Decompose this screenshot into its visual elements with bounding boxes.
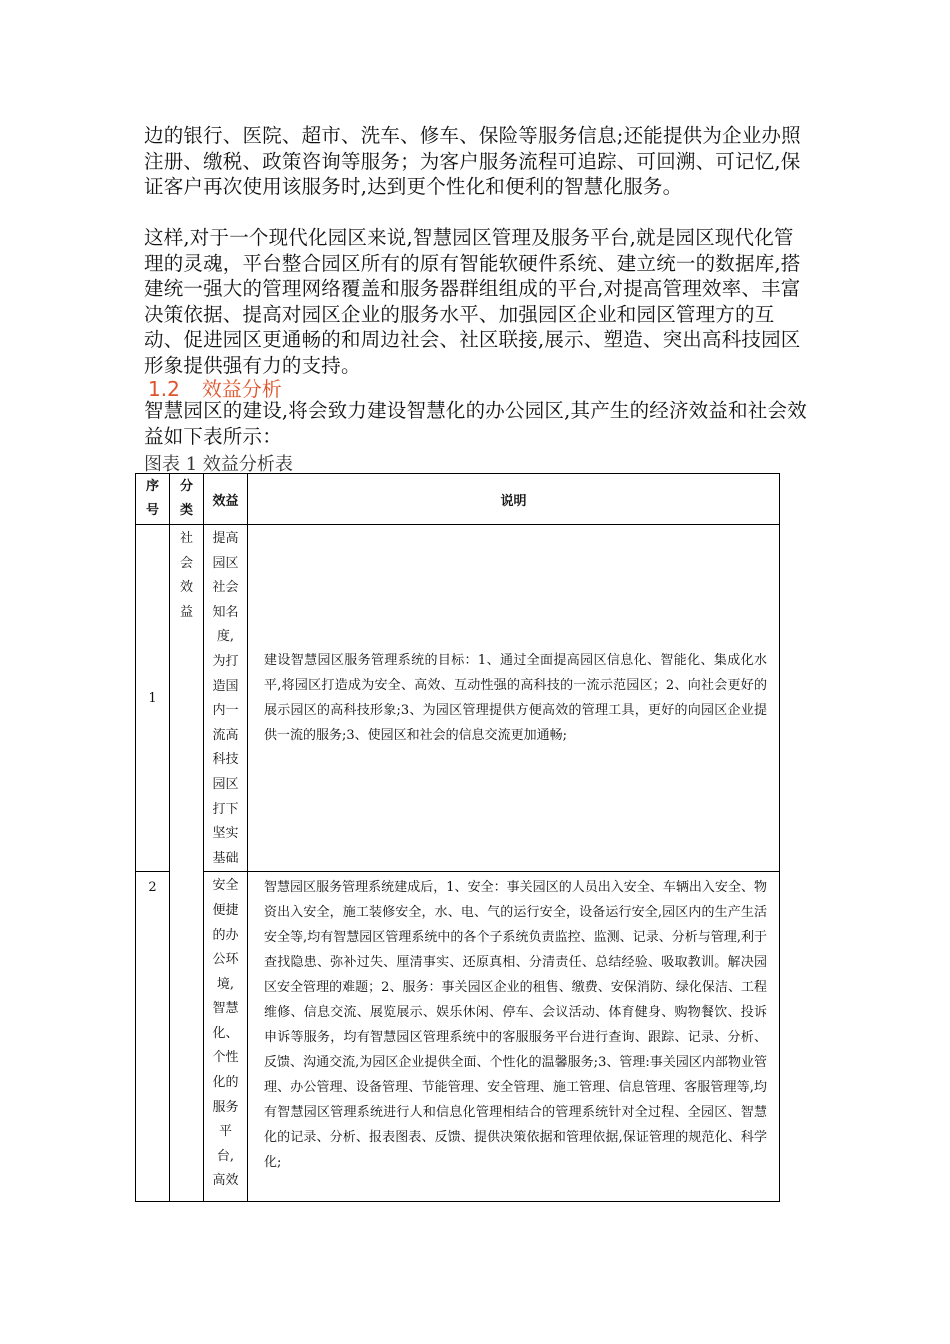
- row-description: 建设智慧园区服务管理系统的目标：1、通过全面提高园区信息化、智能化、集成化水平,将园区打造成为安全、高效、互动性强的高科技的一流示范园区；2、向社会更好的展示园区的高科技形象;3、为园区管理提供方便高效的管理工具，更好的向园区企业提供一流的服务;3、使园区和社会的信息交流更加通畅;: [248, 525, 780, 872]
- row-number: 1: [136, 525, 170, 872]
- table-row: [136, 525, 780, 872]
- section-number: 1.2: [148, 377, 180, 401]
- paragraph-2: 这样,对于一个现代化园区来说,智慧园区管理及服务平台,就是园区现代化管理的灵魂，平台整合园区所有的原有智能软硬件系统、建立统一的数据库,搭建统一强大的管理网络覆盖和服务器群组组成的平台,对提高管理效率、丰富决策依据、提高对园区企业的服务水平、加强园区企业和园区管理方的互动、促进园区更通畅的和周边社会、社区联接,展示、塑造、突出高科技园区形象提供强有力的支持。: [144, 226, 801, 377]
- table-row: [136, 872, 780, 1202]
- table-header-row: [136, 474, 780, 525]
- intro-paragraph: 智慧园区的建设,将会致力建设智慧化的办公园区,其产生的经济效益和社会效益如下表所示：: [144, 399, 807, 448]
- row-category: 社会效益: [170, 525, 204, 1202]
- row-benefit: 提高园区社会知名度,为打造国内一流高科技园区打下坚实基础: [204, 525, 248, 872]
- table-caption: 图表 1 效益分析表: [144, 454, 293, 475]
- paragraph-1: 边的银行、医院、超市、洗车、修车、保险等服务信息;还能提供为企业办照注册、缴税、政策咨询等服务；为客户服务流程可追踪、可回溯、可记忆,保证客户再次使用该服务时,达到更个性化和便利的智慧化服务。: [144, 124, 801, 199]
- header-category: 分类: [170, 474, 204, 525]
- row-benefit: 安全便捷的办公环境,智慧化、个性化的服务平台,高效: [204, 872, 248, 1202]
- row-description: 智慧园区服务管理系统建成后，1、安全：事关园区的人员出入安全、车辆出入安全、物资出入安全，施工装修安全，水、电、气的运行安全，设备运行安全,园区内的生产生活安全等,均有智慧园区管理系统中的各个子系统负责监控、监测、记录、分析与管理,利于查找隐患、弥补过失、厘清事实、还原真相、分清责任、总结经验、吸取教训。解决园区安全管理的难题；2、服务：事关园区企业的租售、缴费、安保消防、绿化保洁、工程维修、信息交流、展览展示、娱乐休闲、停车、会议活动、体育健身、购物餐饮、投诉申诉等服务，均有智慧园区管理系统中的客服服务平台进行查询、跟踪、记录、分析、反馈、沟通交流,为园区企业提供全面、个性化的温馨服务;3、管理:事关园区内部物业管理、办公管理、设备管理、节能管理、安全管理、施工管理、信息管理、客服管理等,均有智慧园区管理系统进行人和信息化管理相结合的管理系统针对全过程、全园区、智慧化的记录、分析、报表图表、反馈、提供决策依据和管理依据,保证管理的规范化、科学化;: [248, 872, 780, 1202]
- header-no: 序号: [136, 474, 170, 525]
- benefit-table: [135, 473, 780, 1202]
- row-number: 2: [136, 872, 170, 1202]
- section-title: 效益分析: [201, 377, 282, 401]
- header-benefit: 效益: [204, 474, 248, 525]
- header-desc: 说明: [248, 474, 780, 525]
